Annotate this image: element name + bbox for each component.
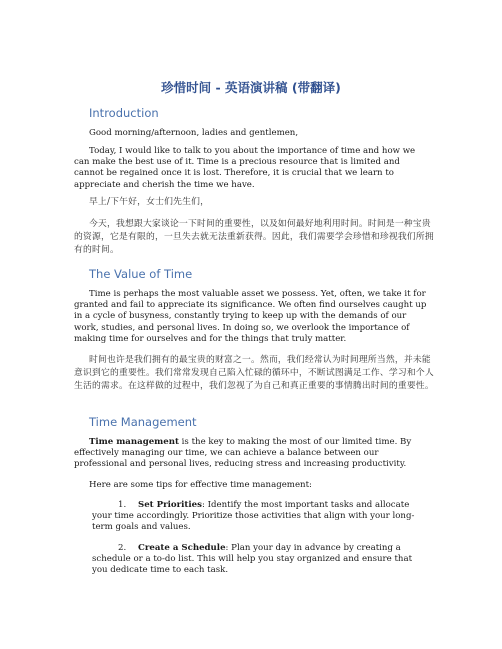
value-text-zh: 时间也许是我们拥有的最宝贵的财富之一。然而，我们经常认为时间理所当然，并未能意识到它的重要性。我们常常发现自己陷入忙碌的循环中，不断试图满足工作、学习和个人生活的需求。在这样做的过程中，我们忽视了为自己和真正重要的事情腾出时间的重要性。 bbox=[74, 355, 434, 391]
intro-text-zh: 今天，我想跟大家谈论一下时间的重要性，以及如何最好地利用时间。时间是一种宝贵的资源，它是有限的，一旦失去就无法重新获得。因此，我们需要学会珍惜和珍视我们所拥有的时间。 bbox=[74, 219, 434, 255]
intro-paragraph-zh bbox=[74, 218, 434, 257]
list-number: 2. bbox=[118, 543, 127, 553]
value-paragraph-en bbox=[74, 289, 430, 345]
management-text: is the key to making the most of our limited time. By effectively managing our time, we can achieve a balance between our professional and personal lives, reducing stress and increasing productivity. bbox=[74, 437, 412, 470]
value-paragraph-zh bbox=[74, 354, 434, 393]
tip-text: : Identify the most important tasks and allocate your time accordingly. Prioritize those activities that align with your long-term goals and values. bbox=[92, 500, 415, 533]
tip-text: : Plan your day in advance by creating a schedule or a to-do list. This will help you stay organized and ensure that you dedicate time to each task. bbox=[92, 543, 413, 576]
tips-intro: Here are some tips for effective time management: bbox=[89, 480, 312, 490]
section-heading-introduction: Introduction bbox=[89, 106, 159, 120]
section-heading-time-management: Time Management bbox=[89, 415, 197, 429]
list-item bbox=[92, 500, 430, 534]
greeting-zh: 早上/下午好，女士们先生们， bbox=[89, 197, 210, 207]
intro-paragraph-en bbox=[74, 146, 428, 191]
tip-title: Create a Schedule bbox=[138, 543, 226, 553]
value-text-en: Time is perhaps the most valuable asset we possess. Yet, often, we take it for granted and fail to appreciate its significance. We often find ourselves caught up in a cycle of busyness, constantly trying to keep up with the demands of our work, studies, and personal lives. In doing so, we overlook the importance of making time for ourselves and for the things that truly matter. bbox=[74, 289, 427, 344]
tip-title: Set Priorities bbox=[138, 500, 202, 510]
greeting-en: Good morning/afternoon, ladies and gentlemen, bbox=[89, 128, 299, 138]
management-paragraph bbox=[74, 437, 430, 471]
document-title: 珍惜时间 - 英语演讲稿 (带翻译) bbox=[161, 80, 341, 95]
section-heading-value-of-time: The Value of Time bbox=[89, 267, 193, 281]
time-management-bold: Time management bbox=[89, 437, 179, 447]
list-item bbox=[92, 543, 430, 577]
list-number: 1. bbox=[118, 500, 127, 510]
intro-text-en: Today, I would like to talk to you about the importance of time and how we can make the best use of it. Time is a precious resource that is limited and cannot be regained once it is lost. Therefore, it is crucial that we learn to appreciate and cherish the time we have. bbox=[74, 146, 416, 190]
